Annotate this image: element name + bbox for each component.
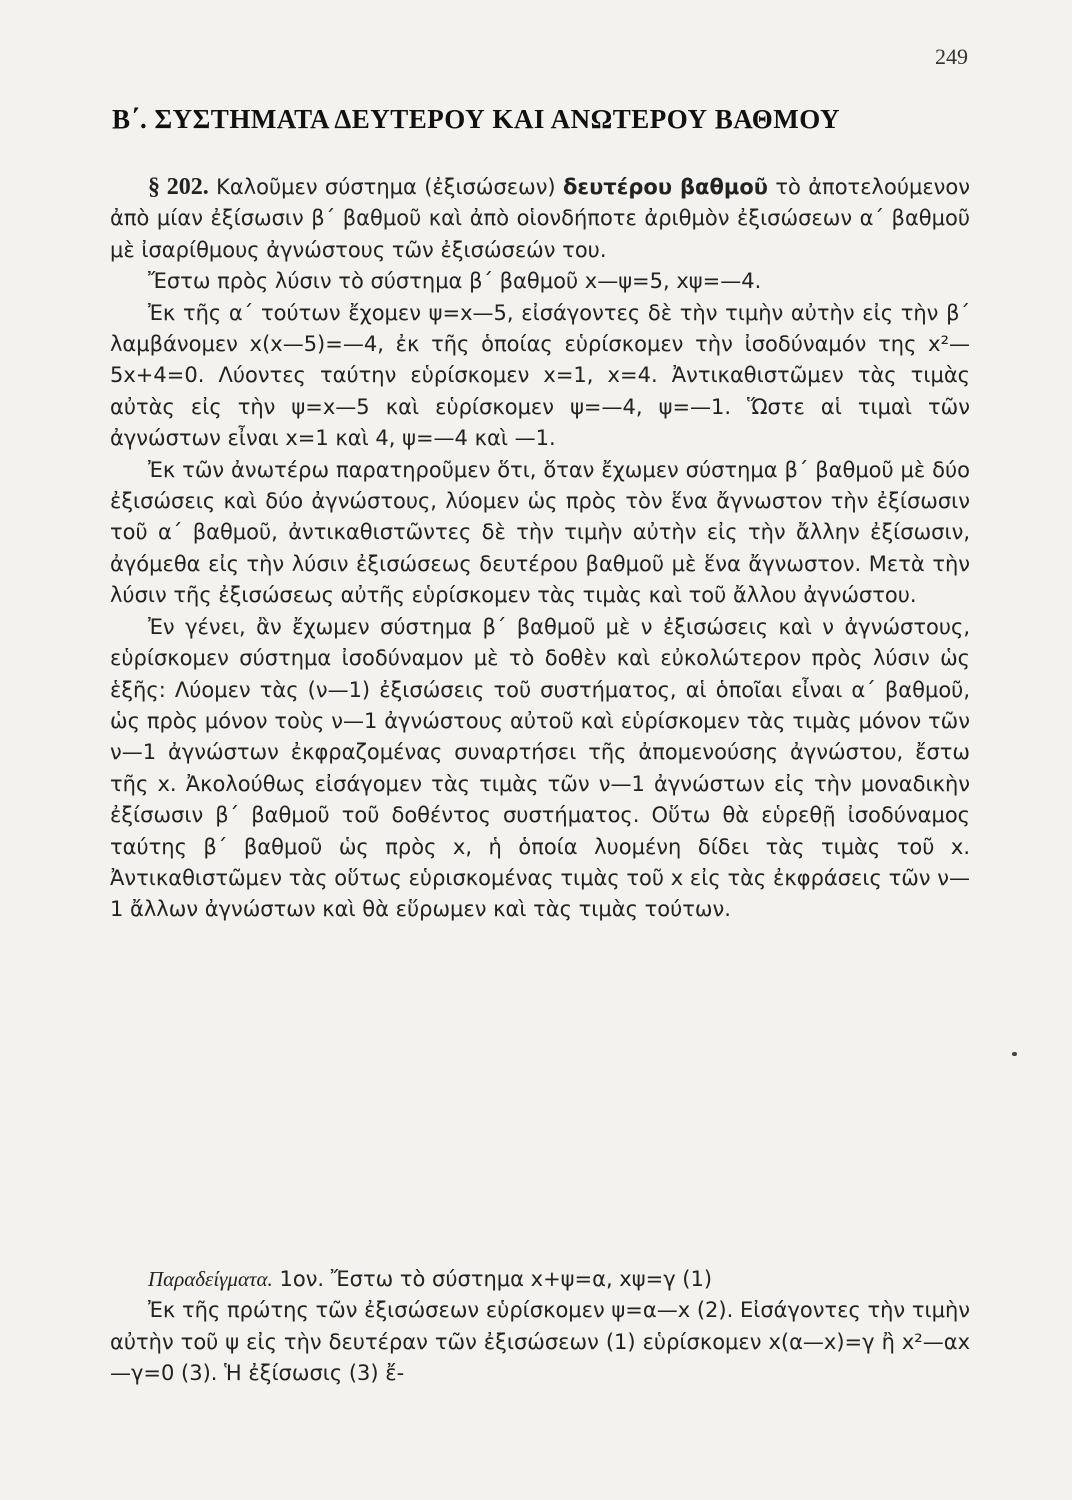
- print-speck: [1012, 1052, 1017, 1056]
- definition-keyword: δευτέρου βαθμοῦ: [563, 175, 768, 199]
- page-number: 249: [935, 44, 968, 69]
- definition-text-end: τὸ ἀποτελούμενον ἀπὸ μίαν ἐξίσωσιν β΄ βαθμοῦ καὶ ἀπὸ οἱονδήποτε ἀριθμὸν ἐξισώσεων α΄ βαθμοῦ μὲ ἰσαρίθμους ἀγνώστους τῶν ἐξισώσεών του.: [110, 175, 970, 262]
- section-body: [110, 172, 970, 926]
- paragraph-example-solution: Ἐκ τῆς α΄ τούτων ἔχομεν ψ=x—5, εἰσάγοντες δὲ τὴν τιμὴν αὐτὴν εἰς τὴν β΄ λαμβάνομεν x(x—5)=—4, ἐκ τῆς ὁποίας εὑρίσκομεν τὴν ἰσοδύναμόν της x²—5x+4=0. Λύοντες ταύτην εὑρίσκομεν x=1, x=4. Ἀντικαθιστῶμεν τὰς τιμὰς αὐτὰς εἰς τὴν ψ=x—5 καὶ εὑρίσκομεν ψ=—4, ψ=—1. Ὥστε αἱ τιμαὶ τῶν ἀγνώστων εἶναι x=1 καὶ 4, ψ=—4 καὶ —1.: [110, 300, 970, 451]
- paragraph-general-method: Ἐν γένει, ἂν ἔχωμεν σύστημα β΄ βαθμοῦ μὲ ν ἐξισώσεις καὶ ν ἀγνώστους, εὑρίσκομεν σύστημα ἰσοδύναμον μὲ τὸ δοθὲν καὶ εὐκολώτερον πρὸς λύσιν ὡς ἑξῆς: Λύομεν τὰς (ν—1) ἐξισώσεις τοῦ συστήματος, αἱ ὁποῖαι εἶναι α΄ βαθμοῦ, ὡς πρὸς μόνον τοὺς ν—1 ἀγνώστους αὐτοῦ καὶ εὑρίσκομεν τὰς τιμὰς μόνον τῶν ν—1 ἀγνώστων ἐκφραζομένας συναρτήσει τῆς ἀπομενούσης ἀγνώστου, ἔστω τῆς x. Ἀκολούθως εἰσάγομεν τὰς τιμὰς τῶν ν—1 ἀγνώστων εἰς τὴν μοναδικὴν ἐξίσωσιν β΄ βαθμοῦ τοῦ δοθέντος συστήματος. Οὕτω θὰ εὑρεθῇ ἰσοδύναμος ταύτης β΄ βαθμοῦ ὡς πρὸς x, ἡ ὁποία λυομένη δίδει τὰς τιμὰς τοῦ x. Ἀντικαθιστῶμεν τὰς οὕτως εὑρισκομένας τιμὰς τοῦ x εἰς τὰς ἐκφράσεις τῶν ν—1 ἄλλων ἀγνώστων καὶ θὰ εὕρωμεν καὶ τὰς τιμὰς τούτων.: [110, 614, 970, 922]
- examples-first-line: [110, 1264, 970, 1295]
- paragraph-example-system: Ἔστω πρὸς λύσιν τὸ σύστημα β΄ βαθμοῦ x—ψ=5, xψ=—4.: [148, 269, 762, 294]
- example-system: Ἔστω τὸ σύστημα x+ψ=α, xψ=γ (1): [330, 1267, 713, 1291]
- definition-paragraph: [110, 172, 970, 266]
- examples-label: Παραδείγματα.: [148, 1267, 273, 1291]
- paragraph-number: § 202.: [148, 174, 209, 200]
- examples-body: Ἐκ τῆς πρώτης τῶν ἐξισώσεων εὑρίσκομεν ψ=α—x (2). Εἰσάγοντες τὴν τιμὴν αὐτὴν τοῦ ψ εἰς τὴν δευτέραν τῶν ἐξισώσεων (1) εὑρίσκομεν x(α—x)=γ ἢ x²—αx—γ=0 (3). Ἡ ἐξίσωσις (3) ἔ-: [110, 1298, 970, 1386]
- example-number: 1ον.: [279, 1267, 325, 1291]
- definition-text-start: Καλοῦμεν σύστημα (ἐξισώσεων): [216, 175, 556, 199]
- paragraph-observation: Ἐκ τῶν ἀνωτέρω παρατηροῦμεν ὅτι, ὅταν ἔχωμεν σύστημα β΄ βαθμοῦ μὲ δύο ἐξισώσεις καὶ δύο ἀγνώστους, λύομεν ὡς πρὸς τὸν ἕνα ἄγνωστον τὴν ἐξίσωσιν τοῦ α΄ βαθμοῦ, ἀντικαθιστῶντες δὲ τὴν τιμὴν αὐτὴν εἰς τὴν ἄλλην ἐξίσωσιν, ἀγόμεθα εἰς τὴν λύσιν ἐξισώσεως δευτέρου βαθμοῦ μὲ ἕνα ἄγνωστον. Μετὰ τὴν λύσιν τῆς ἐξισώσεως αὐτῆς εὑρίσκομεν τὰς τιμὰς καὶ τοῦ ἄλλου ἀγνώστου.: [110, 457, 970, 608]
- examples-section: [110, 1264, 970, 1390]
- section-heading: Β΄. ΣΥΣΤΗΜΑΤΑ ΔΕΥΤΕΡΟΥ ΚΑΙ ΑΝΩΤΕΡΟΥ ΒΑΘΜΟΥ: [112, 104, 840, 134]
